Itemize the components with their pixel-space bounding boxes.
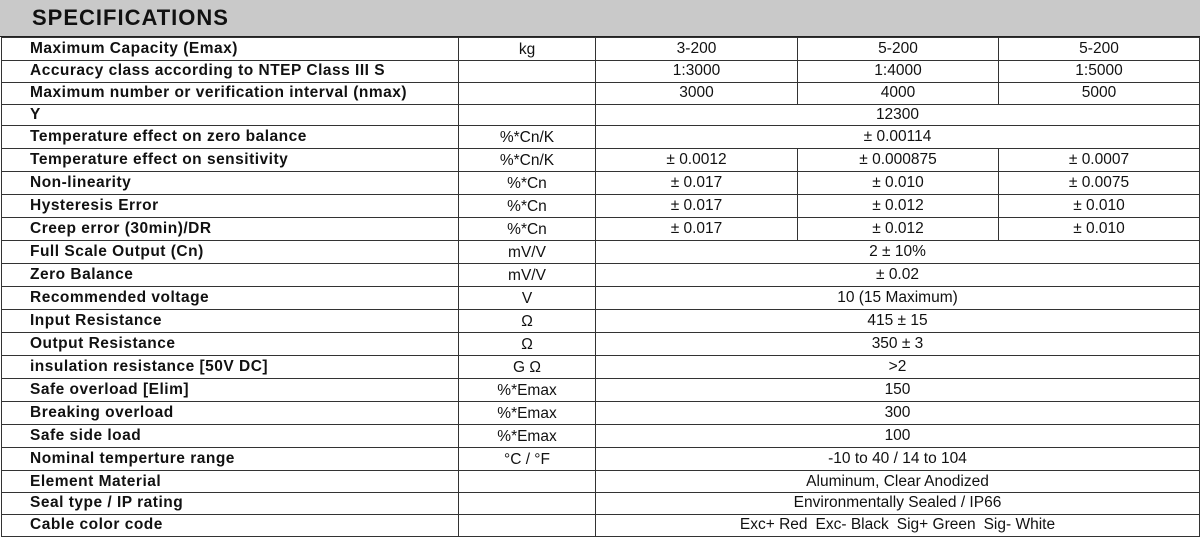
unit-cell: %*Cn bbox=[459, 172, 596, 195]
parameter-cell: Zero Balance bbox=[2, 264, 459, 287]
parameter-cell: Element Material bbox=[2, 471, 459, 493]
parameter-cell: Hysteresis Error bbox=[2, 195, 459, 218]
value-cell: 415 ± 15 bbox=[596, 310, 1200, 333]
value-cell: 1:4000 bbox=[798, 61, 999, 83]
parameter-cell: Input Resistance bbox=[2, 310, 459, 333]
cable-color-item: Sig+ Green bbox=[896, 516, 976, 534]
parameter-cell: Breaking overload bbox=[2, 402, 459, 425]
table-row bbox=[2, 448, 1200, 471]
unit-cell: %*Cn bbox=[459, 218, 596, 241]
table-row bbox=[2, 402, 1200, 425]
unit-cell: mV/V bbox=[459, 264, 596, 287]
parameter-cell: Maximum Capacity (Emax) bbox=[2, 38, 459, 61]
value-cell: ± 0.00114 bbox=[596, 126, 1200, 149]
value-cell: 300 bbox=[596, 402, 1200, 425]
cable-color-cell bbox=[596, 514, 1200, 536]
value-cell: -10 to 40 / 14 to 104 bbox=[596, 448, 1200, 471]
table-row bbox=[2, 514, 1200, 536]
unit-cell: %*Emax bbox=[459, 379, 596, 402]
value-cell: ± 0.0012 bbox=[596, 149, 798, 172]
table-row bbox=[2, 493, 1200, 515]
table-row bbox=[2, 471, 1200, 493]
unit-cell: %*Emax bbox=[459, 425, 596, 448]
table-row bbox=[2, 38, 1200, 61]
value-cell: ± 0.017 bbox=[596, 172, 798, 195]
table-row bbox=[2, 195, 1200, 218]
value-cell: ± 0.02 bbox=[596, 264, 1200, 287]
parameter-cell: insulation resistance [50V DC] bbox=[2, 356, 459, 379]
parameter-cell: Output Resistance bbox=[2, 333, 459, 356]
unit-cell bbox=[459, 493, 596, 515]
unit-cell: G Ω bbox=[459, 356, 596, 379]
value-cell: 3-200 bbox=[596, 38, 798, 61]
table-row bbox=[2, 425, 1200, 448]
unit-cell bbox=[459, 471, 596, 493]
value-cell: 5-200 bbox=[999, 38, 1200, 61]
table-row bbox=[2, 310, 1200, 333]
table-row bbox=[2, 264, 1200, 287]
value-cell: ± 0.010 bbox=[798, 172, 999, 195]
value-cell: 1:3000 bbox=[596, 61, 798, 83]
value-cell: ± 0.0007 bbox=[999, 149, 1200, 172]
value-cell: ± 0.017 bbox=[596, 218, 798, 241]
parameter-cell: Non-linearity bbox=[2, 172, 459, 195]
parameter-cell: Recommended voltage bbox=[2, 287, 459, 310]
table-row bbox=[2, 287, 1200, 310]
value-cell: 12300 bbox=[596, 104, 1200, 126]
unit-cell: mV/V bbox=[459, 241, 596, 264]
unit-cell bbox=[459, 514, 596, 536]
parameter-cell: Nominal temperture range bbox=[2, 448, 459, 471]
specifications-header bbox=[0, 0, 1200, 37]
table-row bbox=[2, 333, 1200, 356]
value-cell: ± 0.010 bbox=[999, 195, 1200, 218]
value-cell: 100 bbox=[596, 425, 1200, 448]
value-cell: ± 0.010 bbox=[999, 218, 1200, 241]
table-row bbox=[2, 61, 1200, 83]
value-cell: >2 bbox=[596, 356, 1200, 379]
parameter-cell: Full Scale Output (Cn) bbox=[2, 241, 459, 264]
table-row bbox=[2, 356, 1200, 379]
unit-cell: Ω bbox=[459, 310, 596, 333]
unit-cell: %*Cn bbox=[459, 195, 596, 218]
value-cell: 2 ± 10% bbox=[596, 241, 1200, 264]
cable-color-item: Sig- White bbox=[983, 516, 1056, 534]
parameter-cell: Cable color code bbox=[2, 514, 459, 536]
value-cell: Aluminum, Clear Anodized bbox=[596, 471, 1200, 493]
unit-cell bbox=[459, 82, 596, 104]
value-cell: 150 bbox=[596, 379, 1200, 402]
parameter-cell: Accuracy class according to NTEP Class III S bbox=[2, 61, 459, 83]
specifications-table bbox=[1, 37, 1200, 537]
parameter-cell: Y bbox=[2, 104, 459, 126]
specifications-table-body bbox=[2, 38, 1200, 537]
page-title: SPECIFICATIONS bbox=[32, 5, 229, 30]
unit-cell bbox=[459, 104, 596, 126]
parameter-cell: Temperature effect on sensitivity bbox=[2, 149, 459, 172]
value-cell: ± 0.012 bbox=[798, 195, 999, 218]
value-cell: 350 ± 3 bbox=[596, 333, 1200, 356]
table-row bbox=[2, 379, 1200, 402]
unit-cell: %*Cn/K bbox=[459, 126, 596, 149]
value-cell: ± 0.017 bbox=[596, 195, 798, 218]
unit-cell: kg bbox=[459, 38, 596, 61]
unit-cell: %*Cn/K bbox=[459, 149, 596, 172]
table-row bbox=[2, 126, 1200, 149]
parameter-cell: Safe overload [Elim] bbox=[2, 379, 459, 402]
parameter-cell: Temperature effect on zero balance bbox=[2, 126, 459, 149]
table-row bbox=[2, 172, 1200, 195]
parameter-cell: Seal type / IP rating bbox=[2, 493, 459, 515]
table-row bbox=[2, 218, 1200, 241]
value-cell: 4000 bbox=[798, 82, 999, 104]
cable-color-item: Exc+ Red bbox=[739, 516, 808, 534]
parameter-cell: Creep error (30min)/DR bbox=[2, 218, 459, 241]
unit-cell: °C / °F bbox=[459, 448, 596, 471]
unit-cell: %*Emax bbox=[459, 402, 596, 425]
value-cell: 10 (15 Maximum) bbox=[596, 287, 1200, 310]
value-cell: 1:5000 bbox=[999, 61, 1200, 83]
value-cell: 3000 bbox=[596, 82, 798, 104]
parameter-cell: Safe side load bbox=[2, 425, 459, 448]
table-row bbox=[2, 82, 1200, 104]
parameter-cell: Maximum number or verification interval (nmax) bbox=[2, 82, 459, 104]
table-row bbox=[2, 241, 1200, 264]
cable-color-item: Exc- Black bbox=[815, 516, 889, 534]
value-cell: 5000 bbox=[999, 82, 1200, 104]
value-cell: ± 0.012 bbox=[798, 218, 999, 241]
table-row bbox=[2, 104, 1200, 126]
table-row bbox=[2, 149, 1200, 172]
value-cell: 5-200 bbox=[798, 38, 999, 61]
unit-cell: Ω bbox=[459, 333, 596, 356]
value-cell: ± 0.0075 bbox=[999, 172, 1200, 195]
value-cell: Environmentally Sealed / IP66 bbox=[596, 493, 1200, 515]
unit-cell: V bbox=[459, 287, 596, 310]
unit-cell bbox=[459, 61, 596, 83]
value-cell: ± 0.000875 bbox=[798, 149, 999, 172]
